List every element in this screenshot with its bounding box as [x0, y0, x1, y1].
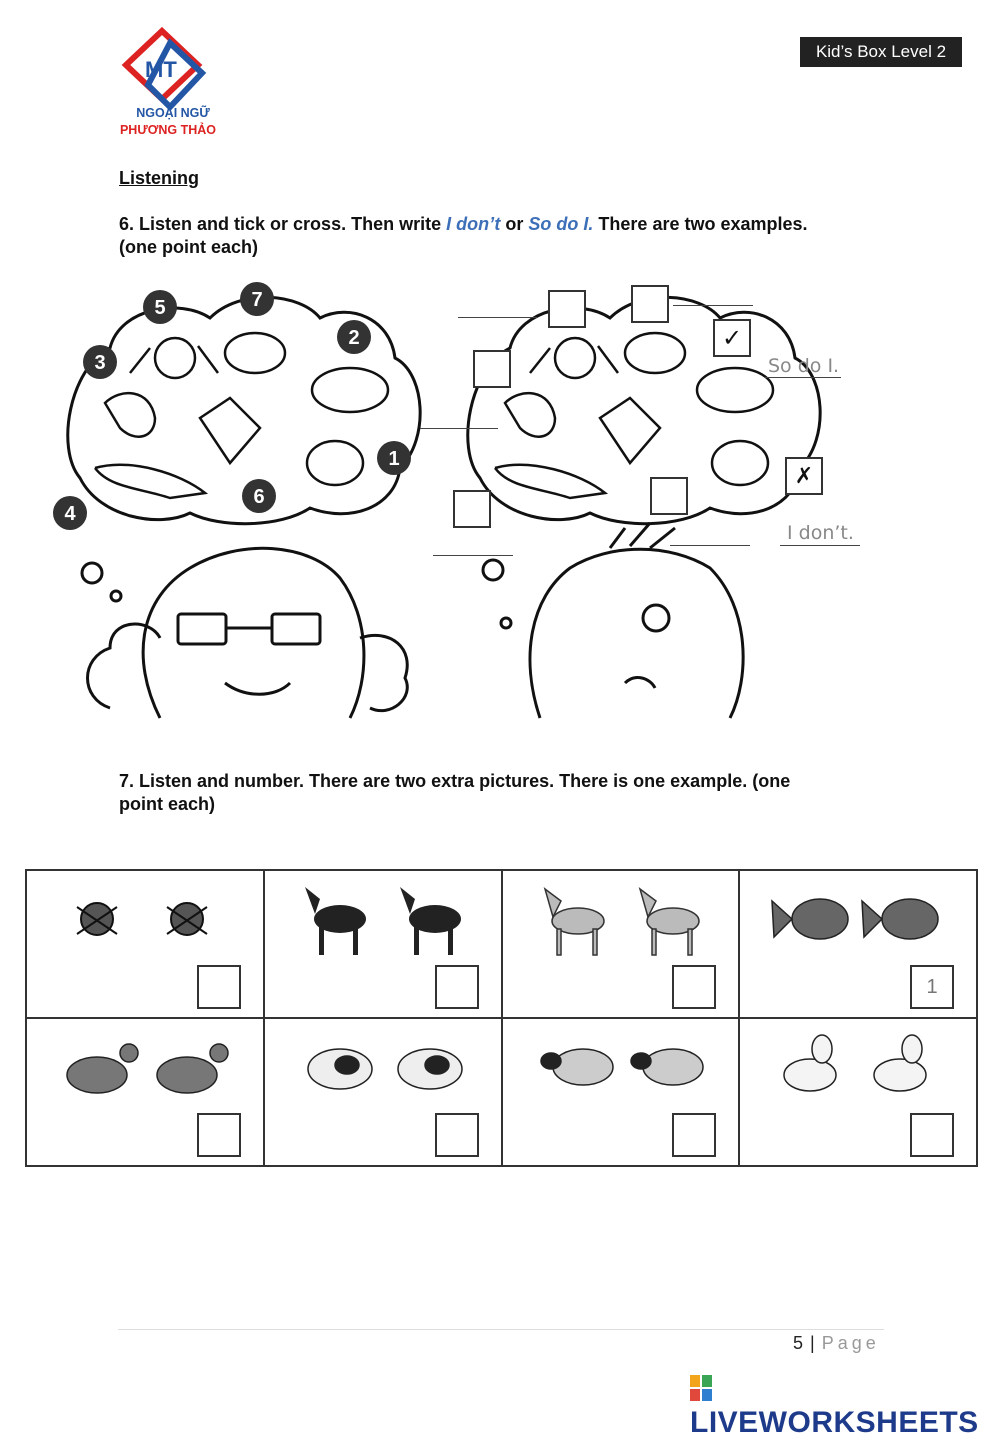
number-box-mouse[interactable]: [910, 1113, 954, 1157]
write-line-2[interactable]: [765, 377, 841, 378]
cell-sheep: [502, 1018, 740, 1166]
answer-box-1-cross[interactable]: ✗: [785, 457, 823, 495]
cell-mouse: [739, 1018, 977, 1166]
number-box-chicken[interactable]: [197, 1113, 241, 1157]
number-box-spider[interactable]: [197, 965, 241, 1009]
spider-icon: [47, 879, 237, 959]
answer-box-4[interactable]: [453, 490, 491, 528]
write-line-6[interactable]: [670, 545, 750, 546]
write-line-1[interactable]: [780, 545, 860, 546]
badge-7: 7: [251, 289, 263, 311]
number-box-sheep[interactable]: [672, 1113, 716, 1157]
cell-horse: [502, 870, 740, 1018]
cell-cow: [264, 1018, 502, 1166]
answer-box-5[interactable]: [548, 290, 586, 328]
mouse-icon: [760, 1027, 950, 1107]
logo-mark: MT: [145, 57, 177, 82]
example-so-do-i: So do I.: [768, 355, 840, 377]
cell-fish: [739, 870, 977, 1018]
number-box-horse[interactable]: [672, 965, 716, 1009]
level-badge: Kid’s Box Level 2: [800, 37, 962, 67]
number-box-donkey[interactable]: [435, 965, 479, 1009]
example-i-dont: I don’t.: [787, 522, 854, 544]
logo-text-line1: NGOẠI NGỮ: [136, 106, 210, 120]
section-title: Listening: [119, 168, 199, 188]
liveworksheets-logo-icon: [690, 1375, 712, 1401]
logo-text-line2: PHƯƠNG THẢO: [119, 123, 217, 137]
horse-icon: [523, 879, 713, 959]
badge-4: 4: [64, 503, 76, 525]
badge-5: 5: [154, 297, 166, 319]
cell-chicken: [26, 1018, 264, 1166]
fish-icon: [760, 879, 950, 959]
badge-2: 2: [348, 327, 360, 349]
badge-3: 3: [94, 352, 106, 374]
write-line-4[interactable]: [433, 555, 513, 556]
badge-1: 1: [388, 448, 400, 470]
q7-instruction: 7. Listen and number. There are two extra pictures. There is one example. (one point each): [119, 771, 791, 814]
answer-box-3[interactable]: [473, 350, 511, 388]
liveworksheets-brand: LIVEWORKSHEETS: [690, 1372, 1000, 1440]
sheep-icon: [523, 1027, 713, 1107]
page-number: 5 | Page: [793, 1333, 880, 1353]
write-line-3[interactable]: [420, 428, 498, 429]
donkey-icon: [285, 879, 475, 959]
answer-box-2-tick[interactable]: ✓: [713, 319, 751, 357]
write-line-7[interactable]: [673, 305, 753, 306]
q7-picture-grid: [25, 869, 978, 1167]
chicken-icon: [47, 1027, 237, 1107]
write-line-5[interactable]: [458, 317, 538, 318]
answer-box-7[interactable]: [631, 285, 669, 323]
badge-6: 6: [253, 486, 265, 508]
answer-box-6[interactable]: [650, 477, 688, 515]
cell-spider: [26, 870, 264, 1018]
cow-icon: [285, 1027, 475, 1107]
cell-donkey: [264, 870, 502, 1018]
footer-divider: [118, 1329, 884, 1330]
number-box-cow[interactable]: [435, 1113, 479, 1157]
number-box-fish[interactable]: 1: [910, 965, 954, 1009]
q6-instruction: 6. Listen and tick or cross. Then write I don’t or So do I. There are two examples. (one point each): [119, 214, 808, 257]
